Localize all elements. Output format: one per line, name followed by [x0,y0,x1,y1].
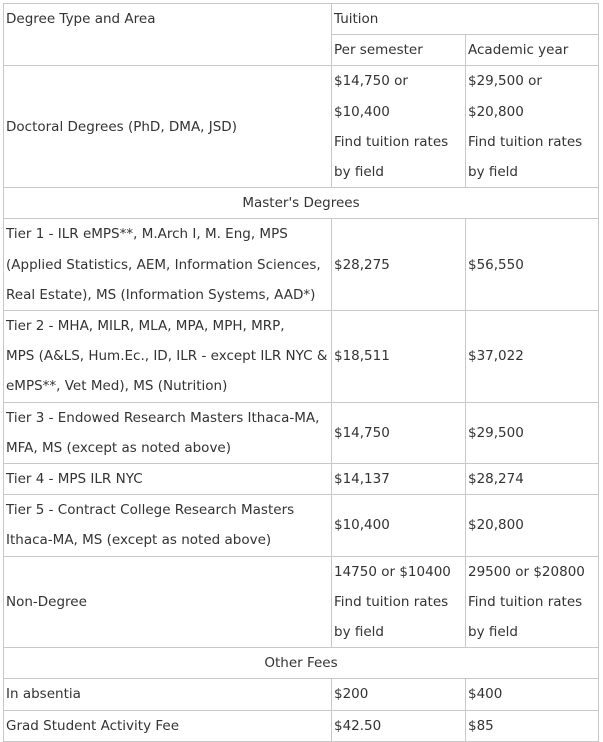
tier-4-year: $28,274 [466,464,599,495]
in-absentia-year: $400 [466,679,599,710]
per-semester-header: Per semester [332,35,466,66]
tier-1-year: $56,550 [466,219,599,311]
non-degree-semester-link-2: by field [334,624,384,641]
non-degree-semester-link-1: Find tuition rates [334,593,449,610]
doctoral-semester-link-2: by field [334,164,384,181]
section-row-other-fees [4,648,599,679]
non-degree-year [466,556,599,648]
tier-1-label-line: (Applied Statistics, AEM, Information Sciences, [6,256,321,273]
doctoral-year-rate: $29,500 or $20,800 [468,73,542,120]
tier-2-label-line: eMPS**, Vet Med), MS (Nutrition) [6,378,228,395]
activity-fee-semester: $42.50 [332,710,466,741]
other-fees-heading: Other Fees [4,648,599,679]
doctoral-year-link-2: by field [468,164,518,181]
tier-3-semester: $14,750 [332,402,466,463]
tuition-table [3,3,599,742]
tier-5-label-line: Ithaca-MA, MS (except as noted above) [6,532,272,549]
tier-2-label [4,311,332,403]
tier-4-label: Tier 4 - MPS ILR NYC [4,464,332,495]
tier-5-year: $20,800 [466,495,599,556]
tier-3-label-line: MFA, MS (except as noted above) [6,439,232,456]
masters-heading: Master's Degrees [4,188,599,219]
degree-type-header: Degree Type and Area [4,4,332,66]
table-row-tier-4 [4,464,599,495]
in-absentia-semester: $200 [332,679,466,710]
in-absentia-label: In absentia [4,679,332,710]
tier-1-label [4,219,332,311]
tier-3-label [4,402,332,463]
non-degree-year-link-1: Find tuition rates [468,593,583,610]
non-degree-semester-rate: 14750 or $10400 [334,563,451,580]
doctoral-semester-link-1: Find tuition rates [334,133,449,150]
table-row-in-absentia [4,679,599,710]
table-row-tier-2 [4,311,599,403]
academic-year-header: Academic year [466,35,599,66]
tier-1-label-line: Tier 1 - ILR eMPS**, M.Arch I, M. Eng, MPS [6,226,288,243]
tier-1-label-line: Real Estate), MS (Information Systems, AAD*) [6,286,316,303]
section-row-masters [4,188,599,219]
tier-5-semester: $10,400 [332,495,466,556]
tier-2-semester: $18,511 [332,311,466,403]
table-header-row [4,4,599,35]
non-degree-year-link-2: by field [468,624,518,641]
tier-3-year: $29,500 [466,402,599,463]
tier-2-label-line: Tier 2 - MHA, MILR, MLA, MPA, MPH, MRP, [6,318,285,335]
tuition-header: Tuition [332,4,599,35]
activity-fee-year: $85 [466,710,599,741]
doctoral-year [466,66,599,188]
table-row-tier-1 [4,219,599,311]
doctoral-year-link-1: Find tuition rates [468,133,583,150]
tier-2-label-line: MPS (A&LS, Hum.Ec., ID, ILR - except ILR NYC & [6,348,328,365]
doctoral-semester [332,66,466,188]
non-degree-semester [332,556,466,648]
doctoral-label: Doctoral Degrees (PhD, DMA, JSD) [4,66,332,188]
activity-fee-label: Grad Student Activity Fee [4,710,332,741]
table-row-tier-5 [4,495,599,556]
table-row-doctoral [4,66,599,188]
tier-3-label-line: Tier 3 - Endowed Research Masters Ithaca-MA, [6,409,320,426]
non-degree-label: Non-Degree [4,556,332,648]
table-row-non-degree [4,556,599,648]
tier-5-label [4,495,332,556]
table-row-tier-3 [4,402,599,463]
tier-1-semester: $28,275 [332,219,466,311]
tier-4-semester: $14,137 [332,464,466,495]
doctoral-semester-rate: $14,750 or $10,400 [334,73,408,120]
tier-2-year: $37,022 [466,311,599,403]
non-degree-year-rate: 29500 or $20800 [468,563,585,580]
tier-5-label-line: Tier 5 - Contract College Research Masters [6,502,295,519]
